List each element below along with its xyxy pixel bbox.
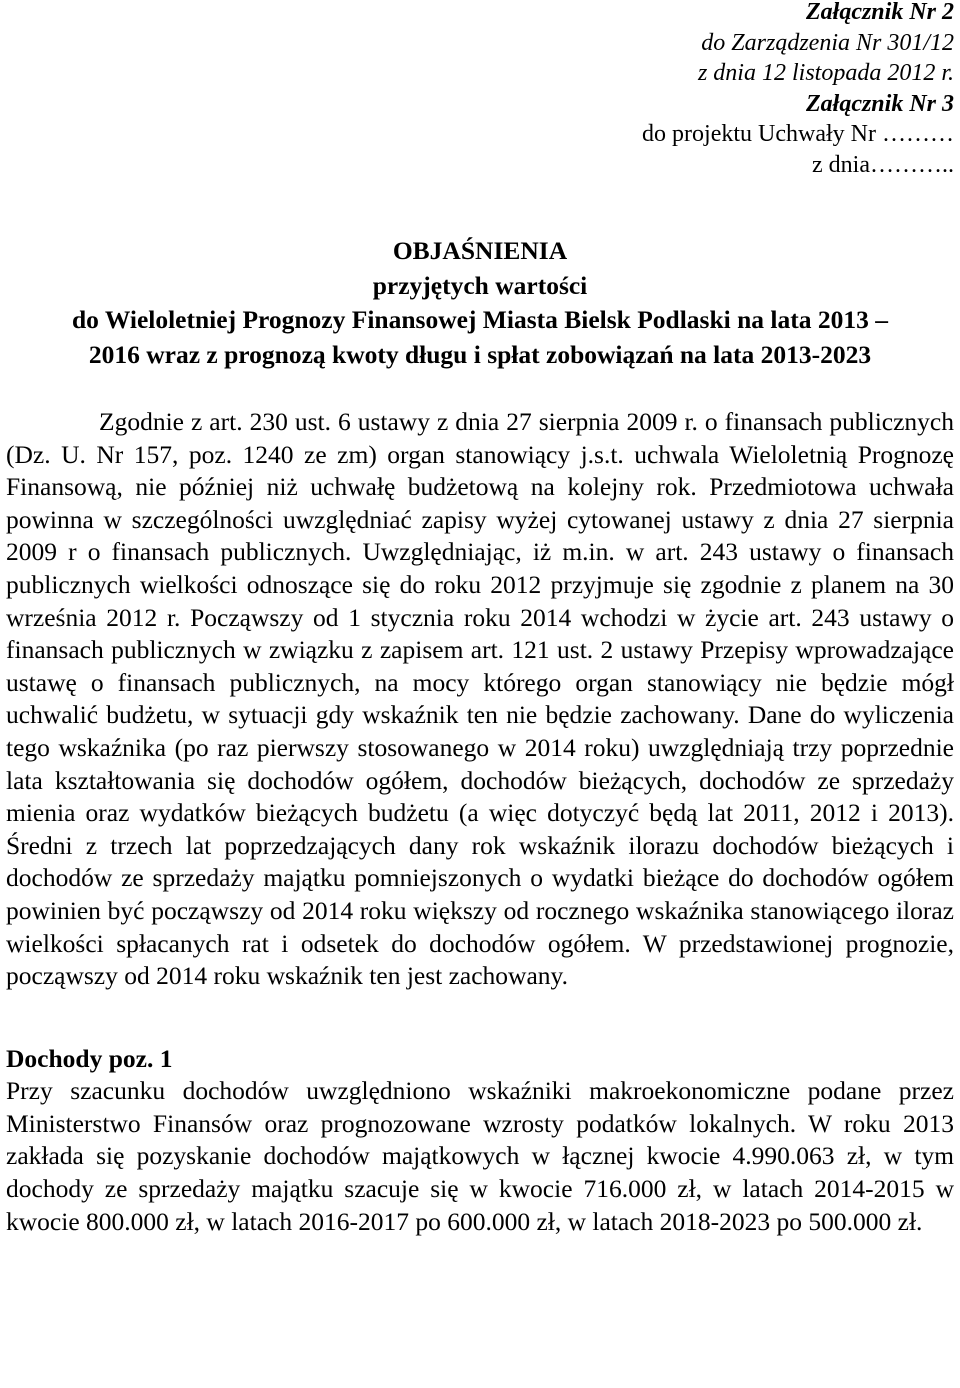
section-paragraph-dochody: Przy szacunku dochodów uwzględniono wskaźniki makroekonomiczne podane przez Ministerstwo Finansów oraz prognozowane wzrosty podatków lokalnych. W roku 2013 zakłada się pozyskanie dochodów majątkowych w łącznej kwocie 4.990.063 zł, w tym dochody ze sprzedaży majątku szacuje się w kwocie 716.000 zł, w latach 2014-2015 w kwocie 800.000 zł, w latach 2016-2017 po 600.000 zł, w latach 2018-2023 po 500.000 zł. — [6, 1076, 954, 1236]
attachment-title-2: Załącznik Nr 3 — [805, 90, 954, 117]
attachment-header — [6, 0, 954, 180]
document-title — [6, 234, 954, 372]
attachment-date-1: z dnia 12 listopada 2012 r. — [697, 60, 954, 86]
attachment-date-2: z dnia……….. — [812, 151, 954, 178]
attachment-title-1: Załącznik Nr 2 — [805, 0, 954, 25]
title-line-3: do Wieloletniej Prognozy Finansowej Miasta Bielsk Podlaski na lata 2013 – — [71, 305, 889, 334]
title-line-2: przyjętych wartości — [372, 270, 588, 300]
document-page — [6, 0, 954, 1238]
section-heading-dochody: Dochody poz. 1 — [6, 1043, 173, 1073]
title-line-4: 2016 wraz z prognozą kwoty długu i spłat zobowiązań na lata 2013-2023 — [88, 339, 872, 369]
attachment-reference-1: do Zarządzenia Nr 301/12 — [701, 29, 954, 56]
attachment-reference-2: do projektu Uchwały Nr ……… — [642, 121, 954, 147]
title-line-1: OBJAŚNIENIA — [392, 236, 568, 265]
document-body — [6, 406, 954, 993]
body-paragraph: Zgodnie z art. 230 ust. 6 ustawy z dnia 27 sierpnia 2009 r. o finansach publicznych (Dz. U. Nr 157, poz. 1240 ze zm) organ stanowiący j.s.t. uchwala Wieloletnią Prognozę Finansową, nie później niż uchwałę budżetową na kolejny rok. Przedmiotowa uchwała powinna w szczególności uwzględniać zapisy wyżej cytowanej ustawy z dnia 27 sierpnia 2009 r o finansach publicznych. Uwzględniając, iż m.in. w art. 243 ustawy o finansach publicznych wielkości odnoszące się do roku 2012 przyjmuje się zgodnie z planem na 30 września 2012 r. Począwszy od 1 stycznia roku 2014 wchodzi w życie art. 243 ustawy o finansach publicznych w związku z zapisem art. 121 ust. 2 ustawy Przepisy wprowadzające ustawę o finansach publicznych, na mocy którego organ stanowiący nie będzie mógł uchwalić budżetu, w sytuacji gdy wskaźnik ten nie będzie zachowany. Dane do wyliczenia tego wskaźnika (po raz pierwszy stosowanego w 2014 roku) uwzględniają trzy poprzednie lata kształtowania się dochodów ogółem, dochodów bieżących, dochodów ze sprzedaży mienia oraz wydatków bieżących budżetu (a więc dotyczyć będą lat 2011, 2012 i 2013). Średni z trzech lat poprzedzających dany rok wskaźnik ilorazu dochodów bieżących i dochodów ze sprzedaży majątku pomniejszonych o wydatki bieżące do dochodów ogółem powinien być począwszy od 2014 roku większy od rocznego wskaźnika stanowiącego iloraz wielkości spłacanych rat i odsetek do dochodów ogółem. W przedstawionej prognozie, począwszy od 2014 roku wskaźnik ten jest zachowany. — [6, 407, 954, 991]
